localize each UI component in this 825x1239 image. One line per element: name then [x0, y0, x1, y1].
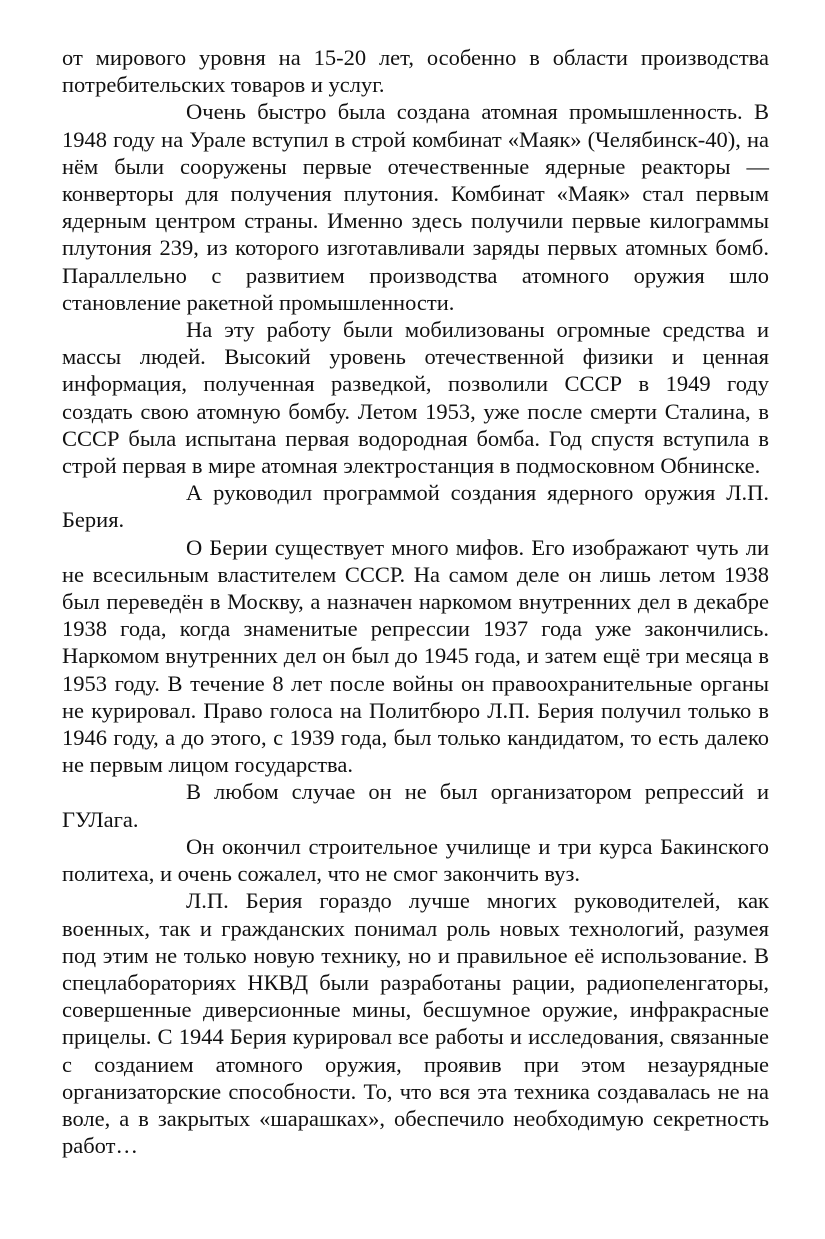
paragraph-8: Л.П. Берия гораздо лучше многих руководителей, как военных, так и гражданских понимал роль новых технологий, разумея под этим не только новую технику, но и правильное её использование. В спецлабораториях НКВД были разработаны рации, радиопеленгаторы, совершенные диверсионные мины, бесшумное оружие, инфракрасные прицелы. С 1944 Берия курировал все работы и исследования, связанные с созданием атомного оружия, проявив при этом незаурядные организаторские способности. То, что вся эта техника создавалась не на воле, а в закрытых «шарашках», обеспечило необходимую секретность работ…	[62, 888, 769, 1159]
document-page	[62, 44, 769, 1159]
paragraph-4: А руководил программой создания ядерного оружия Л.П. Берия.	[62, 480, 769, 533]
paragraph-7: Он окончил строительное училище и три курса Бакинского политеха, и очень сожалел, что не смог закончить вуз.	[62, 833, 769, 887]
paragraph-6: В любом случае он не был организатором репрессий и ГУЛага.	[62, 779, 769, 832]
paragraph-2: Очень быстро была создана атомная промышленность. В 1948 году на Урале вступил в строй комбинат «Маяк» (Челябинск-40), на нём были сооружены первые отечественные ядерные реакторы — конверторы для получения плутония. Комбинат «Маяк» стал первым ядерным центром страны. Именно здесь получили первые килограммы плутония 239, из которого изготавливали заряды первых атомных бомб. Параллельно с развитием производства атомного оружия шло становление ракетной промышленности.	[62, 99, 769, 315]
paragraph-5: О Берии существует много мифов. Его изображают чуть ли не всесильным властителем СССР. На самом деле он лишь летом 1938 был переведён в Москву, а назначен наркомом внутренних дел в декабре 1938 года, когда знаменитые репрессии 1937 года уже закончились. Наркомом внутренних дел он был до 1945 года, и затем ещё три месяца в 1953 году. В течение 8 лет после войны он правоохранительные органы не курировал. Право голоса на Политбюро Л.П. Берия получил только в 1946 году, а до этого, с 1939 года, был только кандидатом, то есть далеко не первым лицом государства.	[62, 534, 769, 778]
paragraph-1: от мирового уровня на 15-20 лет, особенно в области производства потребительских товаров и услуг.	[62, 45, 769, 98]
paragraph-3: На эту работу были мобилизованы огромные средства и массы людей. Высокий уровень отечественной физики и ценная информация, полученная разведкой, позволили СССР в 1949 году создать свою атомную бомбу. Летом 1953, уже после смерти Сталина, в СССР была испытана первая водородная бомба. Год спустя вступила в строй первая в мире атомная электростанция в подмосковном Обнинске.	[62, 317, 769, 479]
